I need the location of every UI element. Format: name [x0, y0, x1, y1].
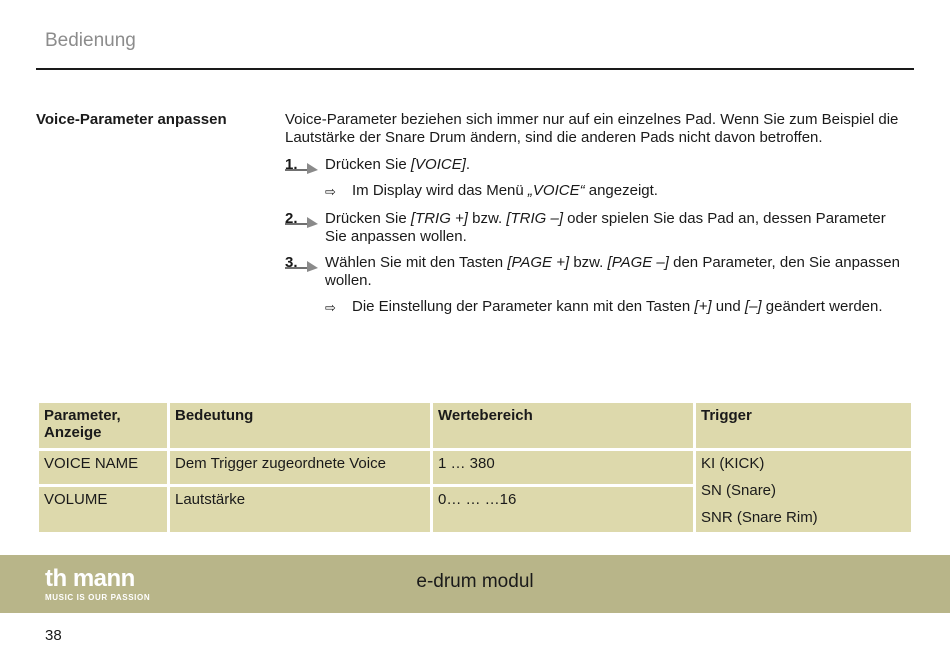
step-number: 3. [285, 254, 298, 271]
parameter-table [36, 400, 914, 535]
step-text: Drücken Sie [TRIG +] bzw. [TRIG –] oder spielen Sie das Pad an, dessen Parameter Sie anpassen wollen. [325, 210, 886, 245]
table-cell: 0… … …16 [433, 487, 693, 532]
column-header: Parameter, Anzeige [39, 403, 167, 448]
instruction-body [285, 111, 900, 326]
section-title: Bedienung [45, 30, 136, 51]
step-3 [285, 254, 900, 290]
step-2 [285, 210, 900, 246]
key-page-plus: [PAGE +] [507, 254, 570, 271]
step-number: 1. [285, 156, 298, 173]
step-text: Drücken Sie [VOICE]. [325, 156, 471, 173]
key-voice: [VOICE] [410, 156, 466, 173]
column-header: Bedeutung [170, 403, 430, 448]
key-trig-minus: [TRIG –] [506, 210, 564, 227]
header-rule [36, 68, 914, 70]
page-number: 38 [45, 627, 62, 644]
trigger-entry: SN (Snare) [701, 482, 777, 499]
table-cell: VOLUME [39, 487, 167, 532]
table-cell: Lautstärke [170, 487, 430, 532]
table-cell: Dem Trigger zugeordnete Voice [170, 451, 430, 484]
result-arrow-icon: ⇨ [325, 300, 336, 315]
key-page-minus: [PAGE –] [607, 254, 669, 271]
key-trig-plus: [TRIG +] [410, 210, 468, 227]
trigger-entry: KI (KICK) [701, 455, 765, 472]
column-header: Trigger [696, 403, 911, 448]
trigger-entry: SNR (Snare Rim) [701, 509, 818, 526]
logo-tagline: MUSIC IS OUR PASSION [45, 593, 151, 602]
step-3-result: ⇨ Die Einstellung der Parameter kann mit den Tasten [+] und [–] geändert werden. [325, 298, 883, 315]
table-header-row [39, 403, 911, 448]
logo-wordmark: th mann [45, 565, 135, 592]
step-text: Wählen Sie mit den Tasten [PAGE +] bzw. [PAGE –] den Parameter, den Sie anpassen wollen. [325, 254, 900, 289]
step-1-result: ⇨ Im Display wird das Menü „VOICE“ angezeigt. [325, 182, 658, 199]
product-name: e-drum modul [416, 571, 534, 592]
table-cell: 1 … 380 [433, 451, 693, 484]
footer-band [0, 555, 950, 613]
intro-paragraph: Voice-Parameter beziehen sich immer nur auf ein einzelnes Pad. Wenn Sie zum Beispiel die Lautstärke der Snare Drum ändern, sind die anderen Pads nicht davon betroffen. [285, 111, 899, 146]
column-header: Wertebereich [433, 403, 693, 448]
step-number: 2. [285, 210, 298, 227]
side-heading: Voice-Parameter anpassen [36, 111, 227, 128]
result-arrow-icon: ⇨ [325, 184, 336, 199]
table-row [39, 451, 911, 484]
trigger-cell [696, 451, 911, 532]
step-1 [285, 156, 900, 174]
table-cell: VOICE NAME [39, 451, 167, 484]
